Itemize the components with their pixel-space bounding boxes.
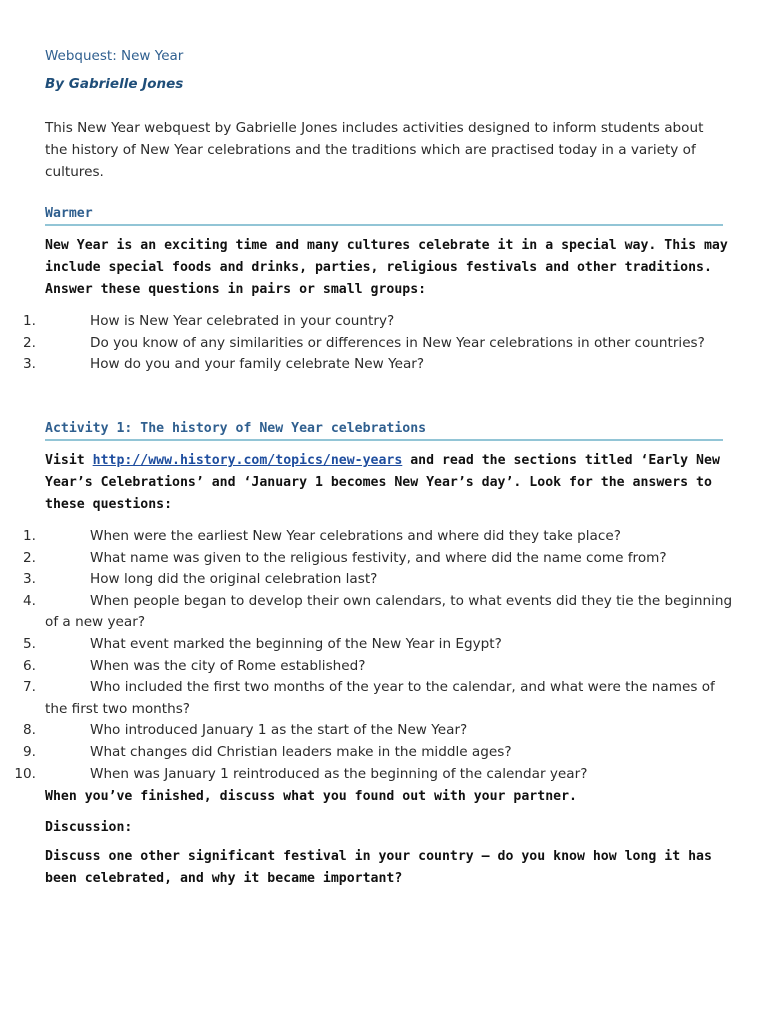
- list-number: 3.: [23, 571, 36, 588]
- list-number: 1.: [23, 313, 36, 329]
- list-item: [0, 742, 740, 764]
- question-text: How is New Year celebrated in your country?: [90, 313, 395, 329]
- history-link[interactable]: http://www.history.com/topics/new-years: [92, 453, 403, 468]
- list-number: 7.: [23, 679, 36, 696]
- page-title: Webquest: New Year: [45, 48, 184, 64]
- intro-paragraph: This New Year webquest by Gabrielle Jones includes activities designed to inform students about the history of New Year celebrations and the traditions which are practised today in a variety of cultures.: [45, 120, 704, 180]
- finished-instruction: When you’ve finished, discuss what you found out with your partner.: [45, 789, 577, 804]
- list-number: 9.: [23, 743, 36, 760]
- list-number: 8.: [23, 722, 36, 739]
- list-item: [0, 656, 740, 678]
- question-text: When were the earliest New Year celebrations and where did they take place?: [90, 528, 621, 544]
- list-item: [0, 548, 740, 570]
- question-text: When was January 1 reintroduced as the beginning of the calendar year?: [90, 765, 588, 782]
- visit-prefix: Visit: [45, 453, 93, 468]
- list-number: 6.: [23, 657, 36, 674]
- list-item: [0, 764, 740, 786]
- list-number: 5.: [23, 635, 36, 652]
- author-byline: By Gabrielle Jones: [45, 76, 184, 92]
- list-item: [0, 634, 740, 656]
- list-item: [0, 591, 740, 634]
- question-text: When was the city of Rome established?: [90, 657, 366, 674]
- list-item: [0, 526, 740, 548]
- question-text: How long did the original celebration last?: [90, 571, 378, 588]
- question-text: What event marked the beginning of the New Year in Egypt?: [90, 635, 502, 652]
- list-item: [0, 311, 740, 333]
- list-item: [0, 569, 740, 591]
- list-item: [0, 354, 740, 376]
- list-number: 10.: [14, 765, 36, 782]
- visit-suffix: and read the sections titled ‘Early New Year’s Celebrations’ and ‘January 1 becomes New Year’s day’. Look for the answers to these questions:: [45, 453, 720, 512]
- discussion-label: Discussion:: [45, 820, 133, 835]
- list-item: [0, 333, 740, 355]
- list-number: 2.: [23, 549, 36, 566]
- question-text: When people began to develop their own calendars, to what events did they tie the beginning of a new year?: [45, 592, 733, 631]
- activity-1-heading: Activity 1: The history of New Year celebrations: [45, 421, 723, 441]
- list-number: 2.: [23, 334, 36, 351]
- list-number: 3.: [23, 356, 36, 373]
- list-item: [0, 720, 740, 742]
- question-text: What changes did Christian leaders make in the middle ages?: [90, 743, 512, 760]
- question-text: How do you and your family celebrate New Year?: [90, 356, 425, 373]
- question-text: Do you know of any similarities or differences in New Year celebrations in other countries?: [90, 334, 705, 351]
- activity-1-instructions: [45, 450, 735, 515]
- warmer-question-list: [0, 311, 740, 376]
- question-text: What name was given to the religious festivity, and where did the name come from?: [90, 549, 667, 566]
- list-item: [0, 677, 740, 720]
- warmer-instructions: New Year is an exciting time and many cultures celebrate it in a special way. This may include special foods and drinks, parties, religious festivals and other traditions. Answer these questions in pairs or small groups:: [45, 238, 728, 297]
- question-text: Who introduced January 1 as the start of the New Year?: [90, 722, 468, 739]
- discussion-text: Discuss one other significant festival in your country – do you know how long it has been celebrated, and why it became important?: [45, 849, 712, 886]
- warmer-heading: Warmer: [45, 206, 723, 226]
- list-number: 1.: [23, 528, 36, 544]
- question-text: Who included the first two months of the year to the calendar, and what were the names of the first two months?: [45, 679, 715, 717]
- activity-1-question-list: [0, 526, 740, 785]
- list-number: 4.: [23, 592, 36, 609]
